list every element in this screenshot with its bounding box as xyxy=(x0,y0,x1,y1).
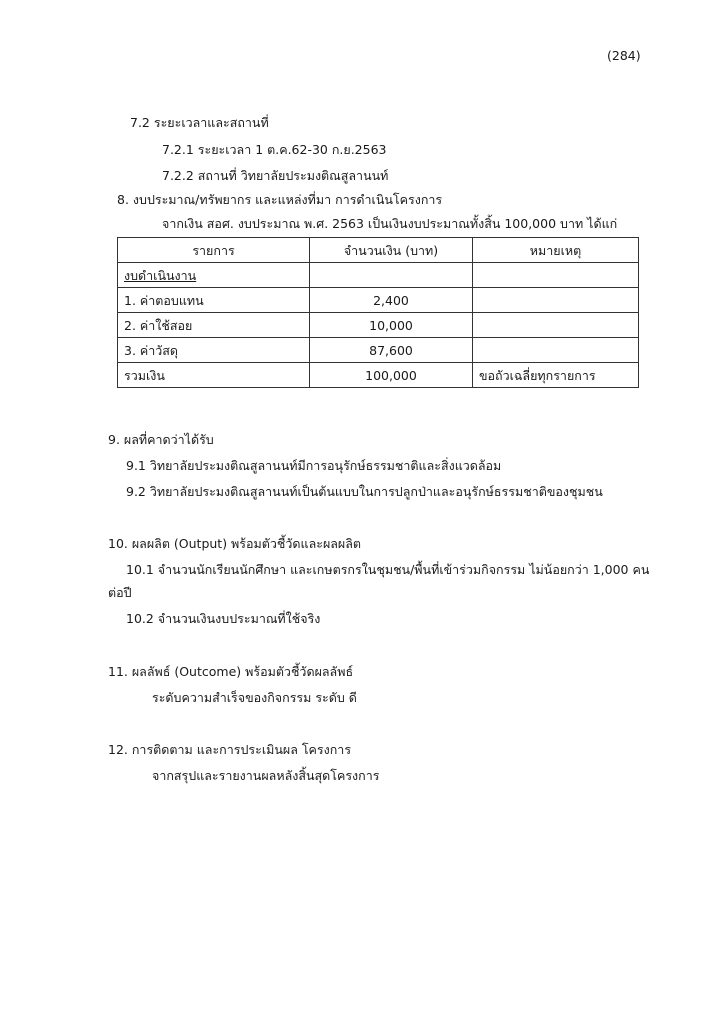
table-row xyxy=(118,338,639,363)
table-cell-empty xyxy=(310,263,473,288)
table-header-note: หมายเหตุ xyxy=(473,238,639,263)
table-header-amount: จำนวนเงิน (บาท) xyxy=(310,238,473,263)
table-group-label: งบดำเนินงาน xyxy=(118,263,310,288)
table-total-note: ขอถัวเฉลี่ยทุกรายการ xyxy=(473,363,639,388)
table-cell-empty xyxy=(473,263,639,288)
section-7-2-1-period: 7.2.1 ระยะเวลา 1 ต.ค.62-30 ก.ย.2563 xyxy=(162,142,387,157)
table-cell-amount: 10,000 xyxy=(310,313,473,338)
table-total-amount: 100,000 xyxy=(310,363,473,388)
section-10-heading: 10. ผลผลิต (Output) พร้อมตัวชี้วัดและผลผลิต xyxy=(108,536,362,551)
section-9-heading: 9. ผลที่คาดว่าได้รับ xyxy=(108,432,214,447)
budget-table xyxy=(117,237,639,388)
section-10-item-2: 10.2 จำนวนเงินงบประมาณที่ใช้จริง xyxy=(126,611,321,626)
section-10-item-1-line-2: ต่อปี xyxy=(108,585,132,600)
table-row xyxy=(118,313,639,338)
table-row xyxy=(118,288,639,313)
table-cell-amount: 87,600 xyxy=(310,338,473,363)
table-total-row xyxy=(118,363,639,388)
section-8-intro: จากเงิน สอศ. งบประมาณ พ.ศ. 2563 เป็นเงินงบประมาณทั้งสิ้น 100,000 บาท ได้แก่ xyxy=(162,216,618,231)
table-cell-item: 3. ค่าวัสดุ xyxy=(118,338,310,363)
section-8-heading: 8. งบประมาณ/ทรัพยากร และแหล่งที่มา การดำเนินโครงการ xyxy=(117,192,443,207)
section-11-heading: 11. ผลลัพธ์ (Outcome) พร้อมตัวชี้วัดผลลัพธ์ xyxy=(108,664,354,679)
table-cell-note xyxy=(473,338,639,363)
table-header-item: รายการ xyxy=(118,238,310,263)
section-12-heading: 12. การติดตาม และการประเมินผล โครงการ xyxy=(108,742,352,757)
table-cell-note xyxy=(473,288,639,313)
table-cell-item: 1. ค่าตอบแทน xyxy=(118,288,310,313)
table-cell-note xyxy=(473,313,639,338)
section-10-item-1-line-1: 10.1 จำนวนนักเรียนนักศึกษา และเกษตรกรในชุมชน/พื้นที่เข้าร่วมกิจกรรม ไม่น้อยกว่า 1,000 คน xyxy=(126,562,650,577)
section-11-text: ระดับความสำเร็จของกิจกรรม ระดับ ดี xyxy=(152,690,357,705)
table-cell-amount: 2,400 xyxy=(310,288,473,313)
section-12-text: จากสรุปและรายงานผลหลังสิ้นสุดโครงการ xyxy=(152,768,380,783)
section-7-2-heading: 7.2 ระยะเวลาและสถานที่ xyxy=(130,115,269,130)
table-group-row xyxy=(118,263,639,288)
section-9-item-1: 9.1 วิทยาลัยประมงติณสูลานนท์มีการอนุรักษ์ธรรมชาติและสิ่งแวดล้อม xyxy=(126,458,502,473)
table-cell-item: 2. ค่าใช้สอย xyxy=(118,313,310,338)
page-number: (284) xyxy=(607,48,641,63)
table-total-label: รวมเงิน xyxy=(118,363,310,388)
section-9-item-2: 9.2 วิทยาลัยประมงติณสูลานนท์เป็นต้นแบบในการปลูกป่าและอนุรักษ์ธรรมชาติของชุมชน xyxy=(126,484,603,499)
table-header-row xyxy=(118,238,639,263)
section-7-2-2-place: 7.2.2 สถานที่ วิทยาลัยประมงติณสูลานนท์ xyxy=(162,168,389,183)
